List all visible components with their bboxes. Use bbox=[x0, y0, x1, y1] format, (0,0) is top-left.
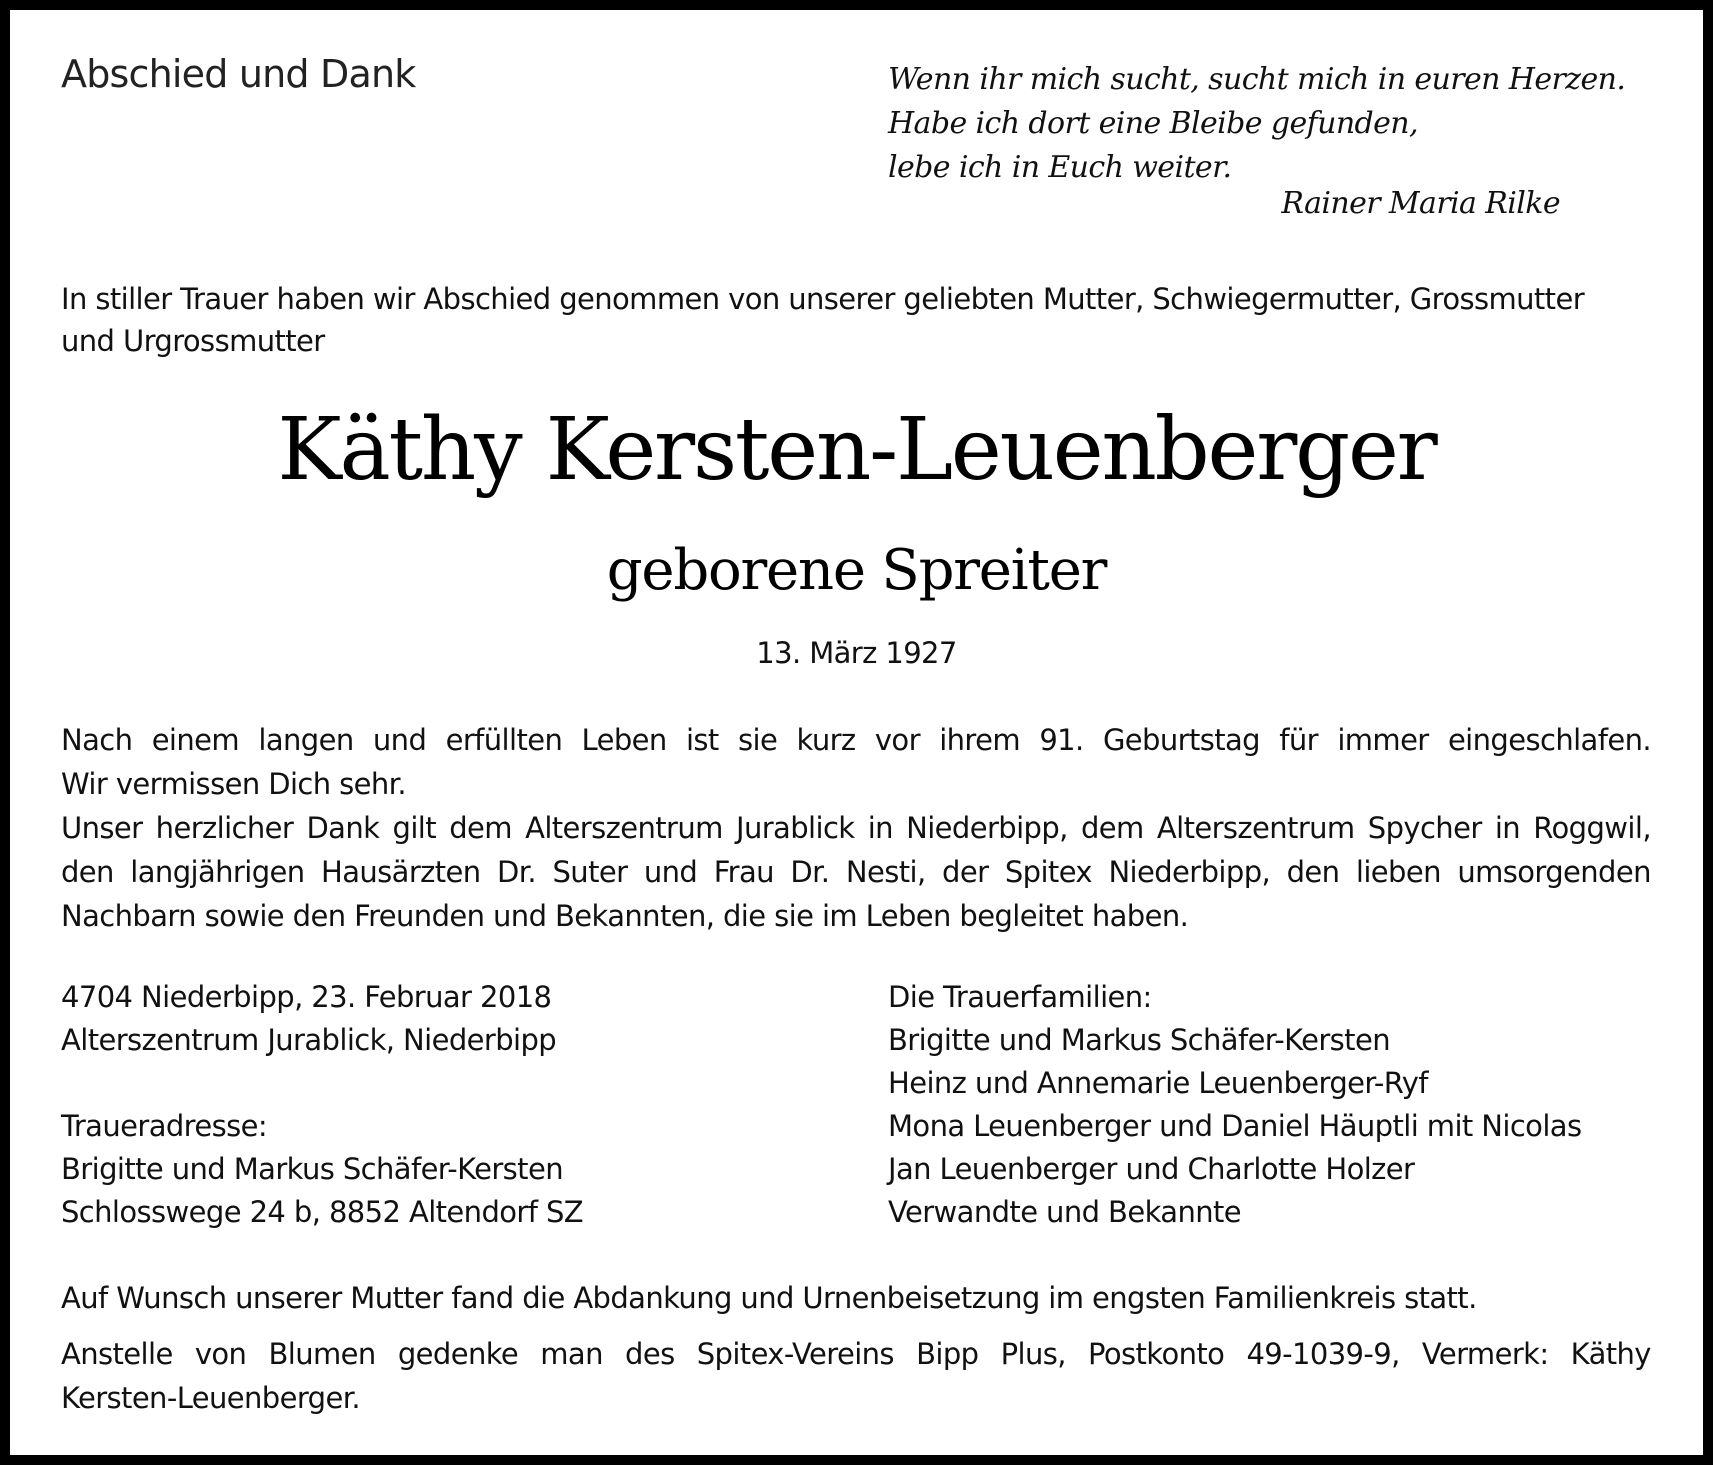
message-text bbox=[61, 718, 1651, 938]
birth-date: 13. März 1927 bbox=[756, 636, 957, 670]
word: Suter bbox=[552, 855, 628, 889]
word: Postkonto bbox=[1088, 1337, 1225, 1371]
word: man bbox=[540, 1337, 603, 1371]
intro-text bbox=[61, 278, 1661, 362]
word: Spycher bbox=[1367, 811, 1482, 845]
word: einem bbox=[151, 723, 240, 757]
family-member: Verwandte und Bekannte bbox=[888, 1195, 1242, 1229]
word: des bbox=[625, 1337, 675, 1371]
word: vor bbox=[874, 723, 920, 757]
word: von bbox=[194, 1337, 247, 1371]
word: Blumen bbox=[268, 1337, 376, 1371]
word: Alterszentrum bbox=[525, 811, 723, 845]
word: Anstelle bbox=[61, 1337, 173, 1371]
word: erfüllten bbox=[445, 723, 563, 757]
intro-line: In stiller Trauer haben wir Abschied genommen von unserer geliebten Mutter, Schwiegermutter, Grossmutter bbox=[61, 282, 1585, 316]
word: eingeschlafen. bbox=[1447, 723, 1651, 757]
word: Nach bbox=[61, 723, 133, 757]
quote-line: Wenn ihr mich sucht, sucht mich in euren Herzen. bbox=[888, 62, 1626, 97]
family-member: Heinz und Annemarie Leuenberger-Ryf bbox=[888, 1066, 1428, 1100]
word: den bbox=[1286, 855, 1340, 889]
word: langjährigen bbox=[130, 855, 305, 889]
word: gedenke bbox=[397, 1337, 519, 1371]
word: Spitex bbox=[1004, 855, 1092, 889]
quote-line: lebe ich in Euch weiter. bbox=[888, 150, 1232, 185]
word: Vermerk: bbox=[1421, 1337, 1549, 1371]
word: Dr. bbox=[497, 855, 537, 889]
word: Roggwil, bbox=[1533, 811, 1651, 845]
funeral-note: Auf Wunsch unserer Mutter fand die Abdankung und Urnenbeisetzung im engsten Familienkreis statt. bbox=[61, 1281, 1477, 1315]
word: der bbox=[942, 855, 989, 889]
mourning-address-name: Brigitte und Markus Schäfer-Kersten bbox=[61, 1152, 563, 1186]
place-location: Alterszentrum Jurablick, Niederbipp bbox=[61, 1023, 557, 1057]
word: Dank bbox=[306, 811, 380, 845]
place-and-address bbox=[61, 976, 841, 1234]
mourning-address-label: Traueradresse: bbox=[61, 1109, 268, 1143]
quote-author: Rainer Maria Rilke bbox=[1281, 186, 1560, 221]
word: und bbox=[372, 723, 427, 757]
word: sie bbox=[738, 723, 778, 757]
word: dem bbox=[1080, 811, 1144, 845]
word: Geburtstag bbox=[1102, 723, 1260, 757]
family-member: Mona Leuenberger und Daniel Häuptli mit Nicolas bbox=[888, 1109, 1582, 1143]
family-member: Brigitte und Markus Schäfer-Kersten bbox=[888, 1023, 1390, 1057]
donation-note-line-1 bbox=[61, 1332, 1651, 1376]
message-line-3 bbox=[61, 806, 1651, 850]
word: Spitex-Vereins bbox=[696, 1337, 894, 1371]
word: ist bbox=[685, 723, 719, 757]
rilke-quote bbox=[888, 58, 1626, 190]
word: und bbox=[643, 855, 698, 889]
families-label: Die Trauerfamilien: bbox=[888, 980, 1152, 1014]
word: kurz bbox=[796, 723, 856, 757]
word: Nesti, bbox=[845, 855, 926, 889]
word: 49-1039-9, bbox=[1246, 1337, 1400, 1371]
word: Frau bbox=[713, 855, 774, 889]
word: Käthy bbox=[1570, 1337, 1651, 1371]
notice-heading: Abschied und Dank bbox=[61, 52, 416, 96]
word: in bbox=[1494, 811, 1521, 845]
deceased-name: Käthy Kersten-Leuenberger bbox=[277, 400, 1436, 500]
word: gilt bbox=[392, 811, 437, 845]
footer-text bbox=[61, 1276, 1651, 1420]
word: Plus, bbox=[1000, 1337, 1066, 1371]
word: Leben bbox=[581, 723, 667, 757]
word: Alterszentrum bbox=[1156, 811, 1355, 845]
word: Niederbipp, bbox=[906, 811, 1068, 845]
word: für bbox=[1279, 723, 1319, 757]
word: langen bbox=[258, 723, 354, 757]
maiden-name: geborene Spreiter bbox=[606, 538, 1107, 603]
word: dem bbox=[449, 811, 512, 845]
message-line-2: Wir vermissen Dich sehr. bbox=[61, 767, 406, 801]
word: in bbox=[867, 811, 893, 845]
word: ihrem bbox=[939, 723, 1021, 757]
word: Hausärzten bbox=[320, 855, 481, 889]
intro-line: und Urgrossmutter bbox=[61, 324, 325, 358]
mourning-families bbox=[888, 976, 1668, 1234]
word: Bipp bbox=[916, 1337, 979, 1371]
word: den bbox=[61, 855, 114, 889]
word: umsorgenden bbox=[1457, 855, 1651, 889]
mourning-address-street: Schlosswege 24 b, 8852 Altendorf SZ bbox=[61, 1195, 584, 1229]
word: 91. bbox=[1039, 723, 1084, 757]
family-member: Jan Leuenberger und Charlotte Holzer bbox=[888, 1152, 1415, 1186]
word: Unser bbox=[61, 811, 143, 845]
word: lieben bbox=[1355, 855, 1441, 889]
word: Dr. bbox=[790, 855, 830, 889]
word: immer bbox=[1337, 723, 1429, 757]
word: herzlicher bbox=[155, 811, 294, 845]
word: Jurablick bbox=[736, 811, 855, 845]
word: Niederbipp, bbox=[1108, 855, 1271, 889]
message-line-5: Nachbarn sowie den Freunden und Bekannten, die sie im Leben begleitet haben. bbox=[61, 899, 1189, 933]
quote-line: Habe ich dort eine Bleibe gefunden, bbox=[888, 106, 1418, 141]
place-date: 4704 Niederbipp, 23. Februar 2018 bbox=[61, 980, 552, 1014]
message-line-1 bbox=[61, 718, 1651, 762]
donation-note-line-2: Kersten-Leuenberger. bbox=[61, 1381, 360, 1415]
message-line-4 bbox=[61, 850, 1651, 894]
